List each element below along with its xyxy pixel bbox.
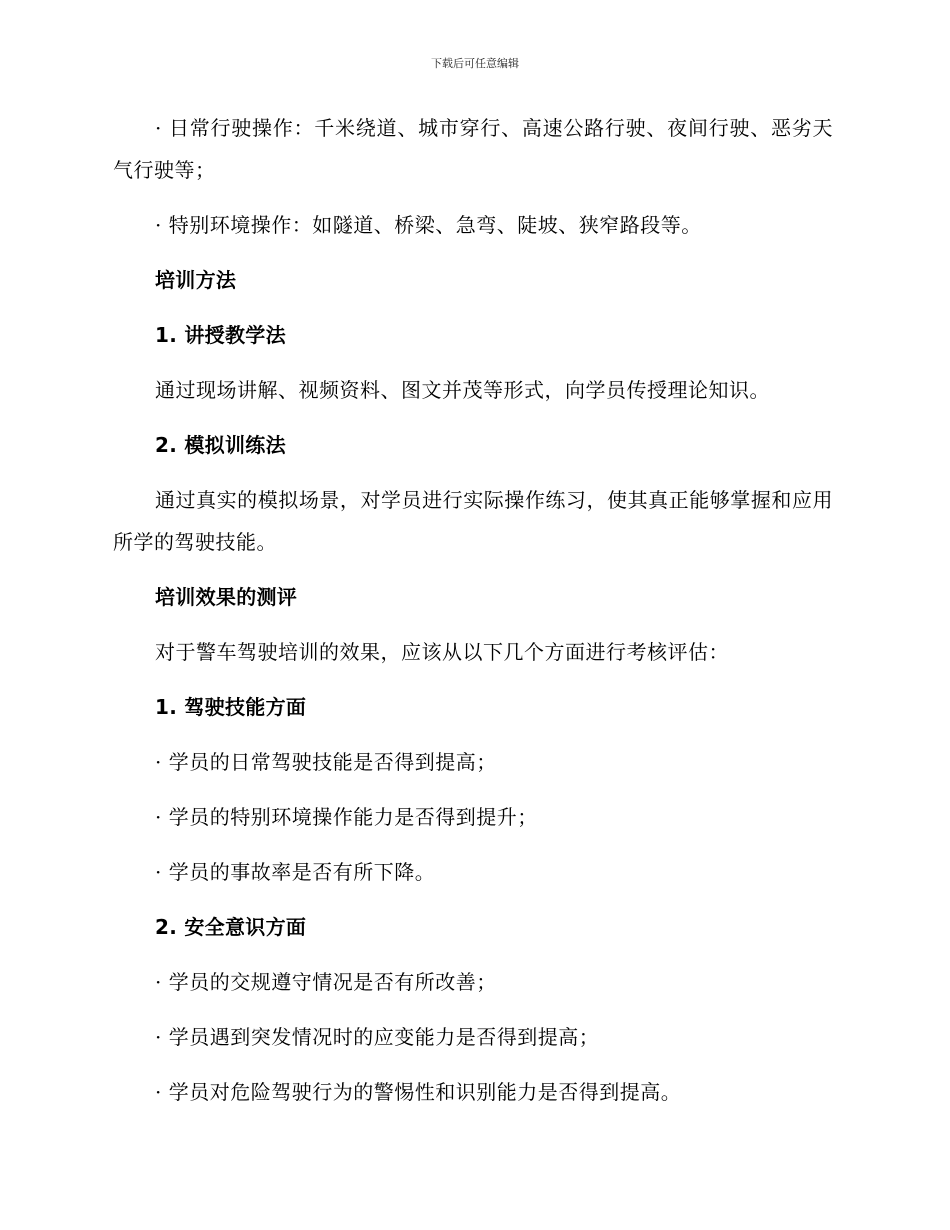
document-body [113, 107, 833, 1126]
section-heading-training-methods: 培训方法 [155, 268, 237, 292]
paragraph-simulation-method: 通过真实的模拟场景，对学员进行实际操作练习，使其真正能够掌握和应用所学的驾驶技能。 [113, 488, 833, 554]
bullet-danger-awareness: · 学员对危险驾驶行为的警惕性和识别能力是否得到提高。 [155, 1080, 682, 1104]
bullet-emergency-response: · 学员遇到突发情况时的应变能力是否得到提高； [155, 1025, 600, 1049]
paragraph-evaluation-intro: 对于警车驾驶培训的效果，应该从以下几个方面进行考核评估： [155, 640, 729, 664]
subheading-safety-awareness: 2. 安全意识方面 [155, 915, 307, 939]
bullet-daily-skill-improvement: · 学员的日常驾驶技能是否得到提高； [155, 750, 497, 774]
bullet-traffic-rules: · 学员的交规遵守情况是否有所改善； [155, 970, 497, 994]
bullet-special-environment: · 特别环境操作：如隧道、桥梁、急弯、陡坡、狭窄路段等。 [155, 213, 702, 237]
section-heading-evaluation: 培训效果的测评 [155, 585, 298, 609]
bullet-accident-rate: · 学员的事故率是否有所下降。 [155, 860, 436, 884]
bullet-daily-driving: · 日常行驶操作：千米绕道、城市穿行、高速公路行驶、夜间行驶、恶劣天气行驶等； [113, 116, 833, 182]
subheading-driving-skills: 1. 驾驶技能方面 [155, 695, 307, 719]
subheading-lecture-method: 1. 讲授教学法 [155, 323, 286, 347]
subheading-simulation-method: 2. 模拟训练法 [155, 433, 286, 457]
header-note: 下载后可任意编辑 [431, 57, 519, 70]
bullet-special-ability-improvement: · 学员的特别环境操作能力是否得到提升； [155, 805, 538, 829]
paragraph-lecture-method: 通过现场讲解、视频资料、图文并茂等形式，向学员传授理论知识。 [155, 378, 770, 402]
